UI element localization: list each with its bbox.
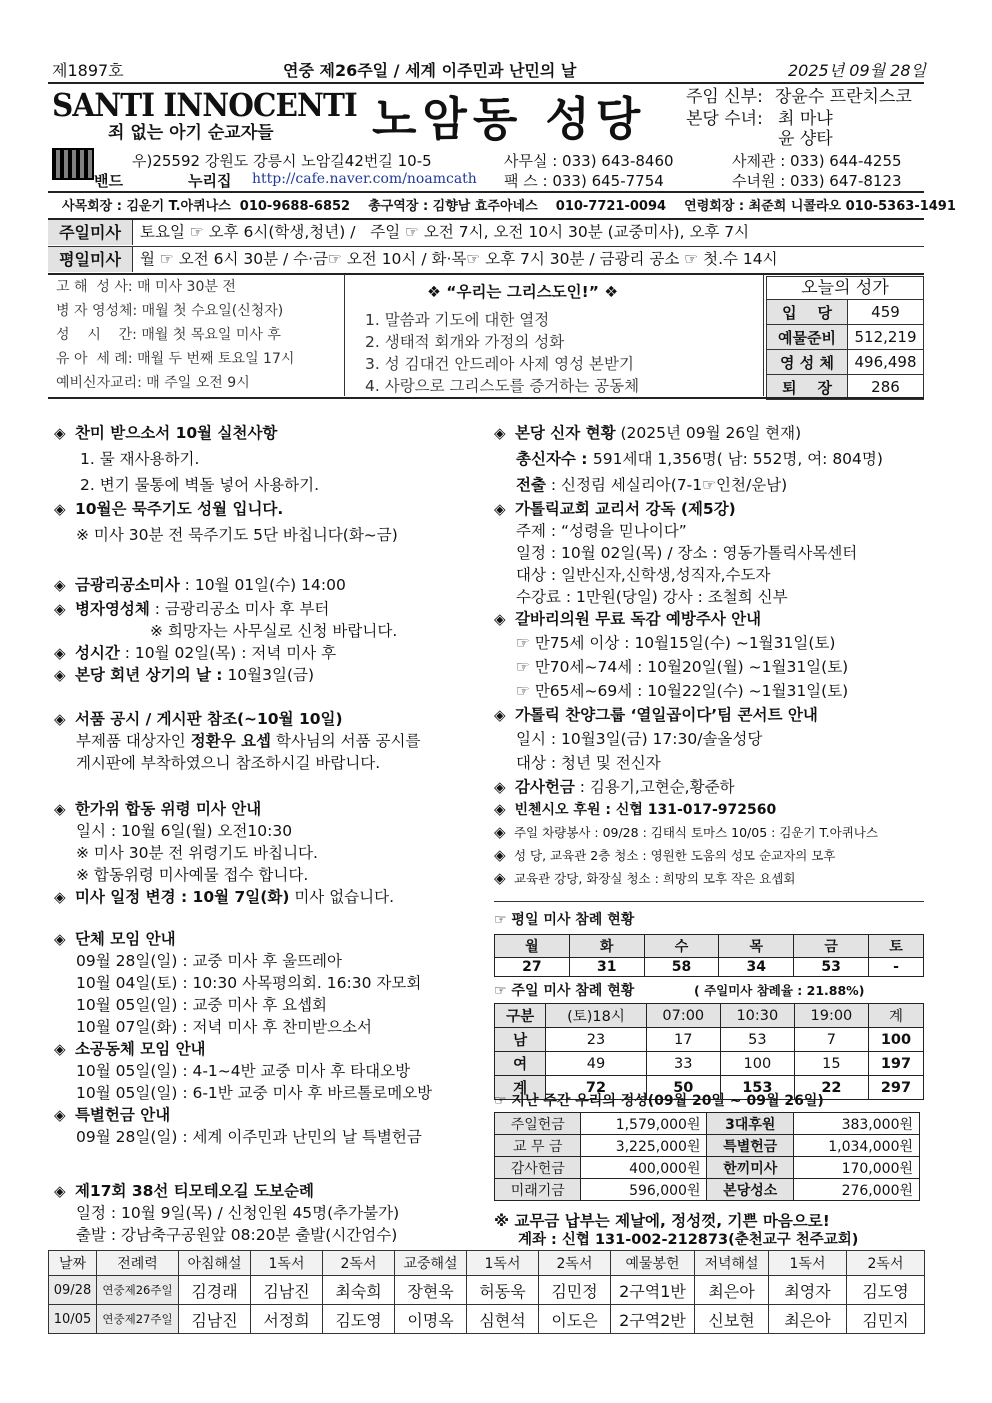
notice-line: ☞ 만70세~74세 : 10월20일(월) ~1월31일(토) bbox=[516, 658, 849, 676]
schedule-header-cell: 아침해설 bbox=[179, 1251, 251, 1276]
schedule-cell: 김남진 bbox=[251, 1276, 323, 1305]
motto-box bbox=[345, 274, 764, 396]
weekday-count: 27 bbox=[495, 958, 570, 977]
notice-line: 주제 : “성령을 믿나이다” bbox=[516, 522, 687, 540]
notice-text: : 금광리공소 미사 후 부터 bbox=[149, 600, 330, 618]
notice-line: 10월 05일(일) : 4-1~4반 교중 미사 후 타대오방 bbox=[76, 1062, 411, 1080]
sunday-mass-times: 토요일 ☞ 오후 6시(학생,청년) / 주일 ☞ 오전 7시, 오전 10시 30분 (교중미사), 오후 7시 bbox=[140, 223, 750, 241]
diamond-bullet-icon: ◈ bbox=[54, 1040, 66, 1058]
hymn-row bbox=[767, 350, 924, 375]
offering-label: 주일헌금 bbox=[495, 1113, 581, 1135]
schedule-cell: 김도영 bbox=[847, 1276, 925, 1305]
offering-amount: 596,000원 bbox=[581, 1179, 707, 1201]
diamond-bullet-icon: ◈ bbox=[494, 500, 506, 518]
offerings-title: ☞ 지난 주간 우리의 정성(09월 20일 ~ 09월 26일) bbox=[494, 1093, 824, 1109]
notice-title: 병자영성체 bbox=[74, 600, 150, 618]
motto-item: 3. 성 김대건 안드레아 사제 영성 본받기 bbox=[365, 355, 634, 373]
sister-1: 최 마냐 bbox=[778, 109, 833, 129]
diamond-bullet-icon: ◈ bbox=[54, 800, 66, 818]
schedule-cell: 09/28 bbox=[49, 1276, 97, 1305]
notice-pilgrimage bbox=[54, 1180, 399, 1246]
schedule-header-cell: 날짜 bbox=[49, 1251, 97, 1276]
notice-line: 10월 04일(토) : 10:30 사목평의회. 16:30 자모회 bbox=[76, 974, 422, 992]
hymns-title: 오늘의 성가 bbox=[766, 276, 924, 299]
notice-text: : 김용기,고현순,황준하 bbox=[574, 778, 735, 796]
sunday-header-cell: 계 bbox=[868, 1004, 923, 1028]
diamond-bullet-icon: ◈ bbox=[54, 600, 66, 618]
weekday-header: 월 bbox=[495, 935, 570, 958]
notice-text: 미사 없습니다. bbox=[289, 888, 395, 906]
hymn-number: 496,498 bbox=[848, 350, 924, 375]
diamond-bullet-icon: ◈ bbox=[54, 424, 66, 442]
notice-text: 주일 차량봉사 : 09/28 : 김태식 토마스 10/05 : 김운기 T.아퀴나스 bbox=[513, 825, 878, 840]
diamond-bullet-icon: ◈ bbox=[494, 610, 506, 628]
sunday-row bbox=[495, 1028, 924, 1052]
sister-2: 윤 샹타 bbox=[778, 129, 833, 149]
notice-text: 학사님의 서품 공시를 bbox=[270, 732, 421, 750]
notice-text: 591세대 1,356명( 남: 552명, 여: 804명) bbox=[592, 450, 883, 468]
diamond-bullet-icon: ◈ bbox=[54, 644, 66, 662]
weekday-attendance-table bbox=[494, 934, 924, 977]
sunday-header-row bbox=[495, 1004, 924, 1028]
sunday-cell: 100 bbox=[868, 1028, 923, 1052]
weekday-mass-times: 월 ☞ 오전 6시 30분 / 수·금☞ 오전 10시 / 화·목☞ 오후 7시 30분 / 금광리 공소 ☞ 첫.수 14시 bbox=[140, 250, 778, 268]
diamond-bullet-icon: ◈ bbox=[494, 778, 506, 796]
schedule-header-cell: 예물봉헌 bbox=[611, 1251, 695, 1276]
offering-label: 한끼미사 bbox=[707, 1157, 793, 1179]
schedule-header-cell: 교중해설 bbox=[395, 1251, 467, 1276]
notice-line: 일정 : 10월 9일(목) / 신청인원 45명(추가불가) bbox=[76, 1204, 400, 1222]
offering-amount: 3,225,000원 bbox=[581, 1135, 707, 1157]
convent-phone: 수녀원 : 033) 647-8123 bbox=[732, 172, 902, 190]
mass-times bbox=[48, 220, 924, 272]
offering-amount: 383,000원 bbox=[793, 1113, 919, 1135]
notice-line: 대상 : 일반신자,신학생,성직자,수도자 bbox=[516, 566, 771, 584]
offering-amount: 1,034,000원 bbox=[793, 1135, 919, 1157]
hymn-row bbox=[767, 300, 924, 325]
notice-text: : 10월 01일(수) 14:00 bbox=[179, 576, 346, 594]
notice-title: 단체 모임 안내 bbox=[74, 930, 176, 948]
notice-line: ※ 미사 30분 전 묵주기도 5단 바칩니다(화~금) bbox=[76, 526, 398, 544]
ministry-schedule bbox=[48, 1250, 925, 1334]
notice-line: ※ 희망자는 사무실로 신청 바랍니다. bbox=[150, 622, 398, 640]
notice-title: 가톨릭교회 교리서 강독 (제5강) bbox=[514, 500, 736, 518]
schedule-cell: 김도영 bbox=[323, 1305, 395, 1334]
notice-title: 빈첸시오 후원 : 신협 131-017-972560 bbox=[514, 802, 777, 818]
notice-title: 가톨릭 찬양그룹 ‘열일곱이다’팀 콘서트 안내 bbox=[514, 706, 818, 724]
schedule-header-row bbox=[49, 1251, 925, 1276]
notice-line: 09월 28일(일) : 교중 미사 후 울뜨레아 bbox=[76, 952, 343, 970]
sunday-header-cell: 구분 bbox=[495, 1004, 546, 1028]
notice-line: ☞ 만65세~69세 : 10월22일(수) ~1월31일(토) bbox=[516, 682, 849, 700]
offering-amount: 1,579,000원 bbox=[581, 1113, 707, 1135]
sunday-cell: 계 bbox=[495, 1076, 546, 1100]
notice-line: 10월 07일(화) : 저녁 미사 후 찬미받으소서 bbox=[76, 1018, 372, 1036]
schedule-cell: 서정희 bbox=[251, 1305, 323, 1334]
notice-line: 게시판에 부착하였으니 참조하시길 바랍니다. bbox=[76, 754, 381, 772]
notice-text: : 신정림 세실리아(7-1☞인천/운남) bbox=[545, 476, 788, 494]
schedule-cell: 김민정 bbox=[539, 1276, 611, 1305]
schedule-cell: 김남진 bbox=[179, 1305, 251, 1334]
web-label: 누리집 bbox=[188, 172, 232, 190]
notice-text: 정환우 요셉 bbox=[190, 732, 271, 750]
notice-line: 2. 변기 물통에 벽돌 넣어 사용하기. bbox=[80, 476, 320, 494]
hymn-row bbox=[767, 375, 924, 400]
schedule-header-cell: 전례력 bbox=[97, 1251, 179, 1276]
sunday-cell: 7 bbox=[794, 1028, 868, 1052]
offering-amount: 276,000원 bbox=[793, 1179, 919, 1201]
weekday-count: 31 bbox=[569, 958, 644, 977]
notice-line: 대상 : 청년 및 전신자 bbox=[516, 754, 661, 772]
motto-item: 2. 생태적 회개와 가정의 성화 bbox=[365, 333, 565, 351]
notice-line: 수강료 : 1만원(당일) 강사 : 조철희 신부 bbox=[516, 588, 788, 606]
sunday-header-cell: 07:00 bbox=[646, 1004, 720, 1028]
schedule-cell: 김민지 bbox=[847, 1305, 925, 1334]
issue-topic: 연중 제26주일 / 세계 이주민과 난민의 날 bbox=[283, 61, 577, 80]
schedule-cell: 2구역1반 bbox=[611, 1276, 695, 1305]
weekday-header: 금 bbox=[794, 935, 869, 958]
notice-title: 특별헌금 안내 bbox=[74, 1106, 171, 1124]
offering-label: 교 무 금 bbox=[495, 1135, 581, 1157]
offering-row bbox=[495, 1179, 920, 1201]
sunday-cell: 297 bbox=[868, 1076, 923, 1100]
sunday-cell: 153 bbox=[720, 1076, 794, 1100]
sunday-cell: 23 bbox=[546, 1028, 646, 1052]
office-phone: 사무실 : 033) 643-8460 bbox=[504, 152, 674, 170]
notice-line: 일정 : 10월 02일(목) / 장소 : 영동가톨릭사목센터 bbox=[516, 544, 858, 562]
sunday-cell: 여 bbox=[495, 1052, 546, 1076]
schedule-cell: 허동욱 bbox=[467, 1276, 539, 1305]
notice-line: 09월 28일(일) : 세계 이주민과 난민의 날 특별헌금 bbox=[76, 1128, 422, 1146]
notice-laudato-si bbox=[54, 422, 398, 546]
schedule-cell: 연중제27주일 bbox=[97, 1305, 179, 1334]
schedule-cell: 이도은 bbox=[539, 1305, 611, 1334]
notice-title: 10월은 묵주기도 성월 입니다. bbox=[74, 500, 284, 518]
council-info: 사목회장 : 김운기 T.아퀴나스 010-9688-6852 총구역장 : 김향남 효주아네스 010-7721-0094 연령회장 : 최준희 니콜라오 010-5363-1491 bbox=[62, 199, 956, 214]
offering-row bbox=[495, 1157, 920, 1179]
schedule-cell: 연중제26주일 bbox=[97, 1276, 179, 1305]
diamond-bullet-icon: ◈ bbox=[54, 1182, 66, 1200]
notice-line: 10월 05일(일) : 6-1반 교중 미사 후 바르톨로메오방 bbox=[76, 1084, 433, 1102]
notice-line: ※ 합동위령 미사예물 접수 합니다. bbox=[76, 866, 309, 884]
sacrament-infant-baptism: 유 아 세 례: 매월 두 번째 토요일 17시 bbox=[56, 351, 295, 367]
latin-title: SANTI INNOCENTI bbox=[52, 86, 357, 124]
notice-title: 제17회 38선 티모테오길 도보순례 bbox=[74, 1182, 314, 1200]
weekday-count: - bbox=[868, 958, 923, 977]
offering-label: 3대후원 bbox=[707, 1113, 793, 1135]
pastor-name: 장윤수 프란치스코 bbox=[775, 87, 912, 107]
offering-label: 본당성소 bbox=[707, 1179, 793, 1201]
sacrament-holy-hour: 성 시 간: 매월 첫 목요일 미사 후 bbox=[56, 327, 281, 343]
notice-line: ※ 미사 30분 전 위령기도 바칩니다. bbox=[76, 844, 318, 862]
schedule-cell: 최영자 bbox=[769, 1276, 847, 1305]
notice-line: 출발 : 강남축구공원앞 08:20분 출발(시간엄수) bbox=[76, 1226, 398, 1244]
hymn-label: 영 성 체 bbox=[767, 350, 848, 375]
offering-row bbox=[495, 1113, 920, 1135]
notice-title: 찬미 받으소서 10월 실천사항 bbox=[74, 424, 278, 442]
notice-title: 본당 신자 현황 bbox=[514, 424, 616, 442]
schedule-cell: 심현석 bbox=[467, 1305, 539, 1334]
offerings-table bbox=[494, 1112, 920, 1201]
rectory-phone: 사제관 : 033) 644-4255 bbox=[732, 152, 902, 170]
notice-text: : 10월 02일(목) : 저녁 미사 후 bbox=[119, 644, 337, 662]
sunday-cell: 남 bbox=[495, 1028, 546, 1052]
schedule-cell: 최숙희 bbox=[323, 1276, 395, 1305]
hymn-row bbox=[767, 325, 924, 350]
sunday-attendance-title: ☞ 주일 미사 참례 현황 bbox=[494, 983, 635, 999]
diamond-bullet-icon: ◈ bbox=[494, 800, 506, 818]
schedule-cell: 최은아 bbox=[695, 1276, 769, 1305]
website-link[interactable]: http://cafe.naver.com/noamcath bbox=[252, 171, 477, 187]
notice-text: 교육관 강당, 화장실 청소 : 희망의 모후 작은 요셉회 bbox=[513, 871, 796, 886]
weekday-header: 수 bbox=[644, 935, 719, 958]
notice-line: 10월 05일(일) : 교중 미사 후 요셉회 bbox=[76, 996, 328, 1014]
schedule-cell: 10/05 bbox=[49, 1305, 97, 1334]
address: 우)25592 강원도 강릉시 노암길42번길 10-5 bbox=[132, 152, 432, 170]
diamond-bullet-icon: ◈ bbox=[494, 424, 506, 442]
bank-account: 계좌 : 신협 131-002-212873(춘천교구 천주교회) bbox=[518, 1232, 859, 1248]
weekday-attendance-title: ☞ 평일 미사 참례 현황 bbox=[494, 912, 635, 928]
notice-title: 소공동체 모임 안내 bbox=[74, 1040, 206, 1058]
sisters-label: 본당 수녀: bbox=[686, 109, 763, 129]
notice-text: 부제품 대상자인 bbox=[76, 732, 191, 750]
church-name: 노암동 성당 bbox=[372, 92, 647, 146]
offering-label: 특별헌금 bbox=[707, 1135, 793, 1157]
notice-meetings bbox=[54, 928, 432, 1148]
weekday-header: 목 bbox=[719, 935, 794, 958]
schedule-header-cell: 2독서 bbox=[539, 1251, 611, 1276]
diamond-bullet-icon: ◈ bbox=[54, 500, 66, 518]
schedule-cell: 김경래 bbox=[179, 1276, 251, 1305]
schedule-cell: 장현욱 bbox=[395, 1276, 467, 1305]
schedule-header-cell: 1독서 bbox=[769, 1251, 847, 1276]
notice-line: ☞ 만75세 이상 : 10월15일(수) ~1월31일(토) bbox=[516, 634, 836, 652]
sacrament-confession: 고 해 성 사: 매 미사 30분 전 bbox=[56, 279, 236, 295]
fax: 팩 스 : 033) 645-7754 bbox=[504, 172, 664, 190]
weekday-count: 53 bbox=[794, 958, 869, 977]
notice-text: 총신자수 : bbox=[516, 450, 593, 468]
pastor-label: 주임 신부: bbox=[686, 87, 763, 107]
sunday-header-cell: (토)18시 bbox=[546, 1004, 646, 1028]
sunday-cell: 50 bbox=[646, 1076, 720, 1100]
notice-memorial-mass bbox=[54, 798, 394, 908]
notice-parish-census bbox=[494, 422, 883, 890]
issue-date: 2025년 09월 28일 bbox=[788, 61, 926, 80]
sunday-cell: 22 bbox=[794, 1076, 868, 1100]
hymn-number: 512,219 bbox=[848, 325, 924, 350]
notice-group-a bbox=[54, 574, 397, 686]
sunday-row bbox=[495, 1052, 924, 1076]
diamond-bullet-icon: ◈ bbox=[494, 706, 506, 724]
weekday-header: 토 bbox=[868, 935, 923, 958]
sunday-cell: 33 bbox=[646, 1052, 720, 1076]
schedule-cell: 2구역2반 bbox=[611, 1305, 695, 1334]
schedule-header-cell: 1독서 bbox=[467, 1251, 539, 1276]
offering-label: 감사헌금 bbox=[495, 1157, 581, 1179]
diamond-bullet-icon: ◈ bbox=[494, 823, 506, 841]
offering-label: 미래기금 bbox=[495, 1179, 581, 1201]
schedule-cell: 이명옥 bbox=[395, 1305, 467, 1334]
weekday-mass-label: 평일미사 bbox=[48, 247, 133, 272]
offering-amount: 170,000원 bbox=[793, 1157, 919, 1179]
schedule-header-cell: 2독서 bbox=[323, 1251, 395, 1276]
notice-title: 감사헌금 bbox=[514, 778, 575, 796]
latin-subtitle: 죄 없는 아기 순교자들 bbox=[108, 123, 274, 143]
hymn-label: 입 당 bbox=[767, 300, 848, 325]
schedule-cell: 신보현 bbox=[695, 1305, 769, 1334]
schedule-header-cell: 2독서 bbox=[847, 1251, 925, 1276]
sunday-cell: 17 bbox=[646, 1028, 720, 1052]
schedule-cell: 최은아 bbox=[769, 1305, 847, 1334]
sunday-attendance-rate: ( 주일미사 참례율 : 21.88%) bbox=[694, 983, 865, 998]
diamond-bullet-icon: ◈ bbox=[494, 846, 506, 864]
sunday-cell: 53 bbox=[720, 1028, 794, 1052]
sacrament-catechumen: 예비신자교리: 매 주일 오전 9시 bbox=[56, 375, 250, 391]
notice-text: 10월3일(금) bbox=[222, 666, 315, 684]
sunday-attendance-table bbox=[494, 1003, 924, 1100]
schedule-row bbox=[49, 1276, 925, 1305]
schedule-header-cell: 1독서 bbox=[251, 1251, 323, 1276]
sunday-cell: 15 bbox=[794, 1052, 868, 1076]
offering-amount: 400,000원 bbox=[581, 1157, 707, 1179]
diamond-bullet-icon: ◈ bbox=[494, 869, 506, 887]
weekday-count: 34 bbox=[719, 958, 794, 977]
qr-code-icon bbox=[52, 148, 94, 180]
schedule-row bbox=[49, 1305, 925, 1334]
weekday-count: 58 bbox=[644, 958, 719, 977]
sunday-cell: 100 bbox=[720, 1052, 794, 1076]
sunday-cell: 72 bbox=[546, 1076, 646, 1100]
sunday-header-cell: 19:00 bbox=[794, 1004, 868, 1028]
notice-title: 본당 회년 상기의 날 : bbox=[74, 666, 223, 684]
diamond-bullet-icon: ◈ bbox=[54, 930, 66, 948]
sunday-cell: 197 bbox=[868, 1052, 923, 1076]
hymn-number: 286 bbox=[848, 375, 924, 400]
issue-number: 제1897호 bbox=[52, 61, 124, 80]
motto-title: ❖ “우리는 그리스도인!” ❖ bbox=[427, 283, 619, 301]
today-hymns bbox=[766, 276, 924, 400]
diamond-bullet-icon: ◈ bbox=[54, 710, 66, 728]
sunday-cell: 49 bbox=[546, 1052, 646, 1076]
diamond-bullet-icon: ◈ bbox=[54, 666, 66, 684]
notice-line: 일시 : 10월 6일(월) 오전10:30 bbox=[76, 822, 293, 840]
band-label: 밴드 bbox=[94, 172, 123, 190]
notice-line: 일시 : 10월3일(금) 17:30/솔올성당 bbox=[516, 730, 763, 748]
notice-text: (2025년 09월 26일 현재) bbox=[615, 424, 802, 442]
notice-title: 한가위 합동 위령 미사 안내 bbox=[74, 800, 262, 818]
motto-item: 1. 말씀과 기도에 대한 열정 bbox=[365, 311, 550, 329]
notice-ordination bbox=[54, 708, 420, 774]
diamond-bullet-icon: ◈ bbox=[54, 1106, 66, 1124]
sunday-mass-label: 주일미사 bbox=[48, 220, 133, 245]
notice-text: 전출 bbox=[516, 476, 546, 494]
schedule-header-cell: 저녁해설 bbox=[695, 1251, 769, 1276]
motto-item: 4. 사랑으로 그리스도를 증거하는 공동체 bbox=[365, 377, 640, 395]
sunday-header-cell: 10:30 bbox=[720, 1004, 794, 1028]
weekday-header: 화 bbox=[569, 935, 644, 958]
notice-line: 1. 물 재사용하기. bbox=[80, 450, 200, 468]
notice-title: 갈바리의원 무료 독감 예방주사 안내 bbox=[514, 610, 762, 628]
offering-note: ※ 교무금 납부는 제날에, 정성껏, 기쁜 마음으로! bbox=[494, 1212, 830, 1230]
notice-title: 금광리공소미사 bbox=[74, 576, 180, 594]
notice-title: 성시간 bbox=[74, 644, 120, 662]
hymn-number: 459 bbox=[848, 300, 924, 325]
offering-row bbox=[495, 1135, 920, 1157]
hymn-label: 예물준비 bbox=[767, 325, 848, 350]
sacrament-sick-communion: 병 자 영성체: 매월 첫 수요일(신청자) bbox=[56, 303, 284, 319]
notice-title: 서품 공시 / 게시판 참조(~10월 10일) bbox=[74, 710, 343, 728]
diamond-bullet-icon: ◈ bbox=[54, 888, 66, 906]
notice-title: 미사 일정 변경 : 10월 7일(화) bbox=[74, 888, 290, 906]
notice-text: 성 당, 교육관 2층 청소 : 영원한 도움의 성모 순교자의 모후 bbox=[513, 848, 836, 863]
hymn-label: 퇴 장 bbox=[767, 375, 848, 400]
sacraments-box bbox=[48, 274, 345, 396]
diamond-bullet-icon: ◈ bbox=[54, 576, 66, 594]
